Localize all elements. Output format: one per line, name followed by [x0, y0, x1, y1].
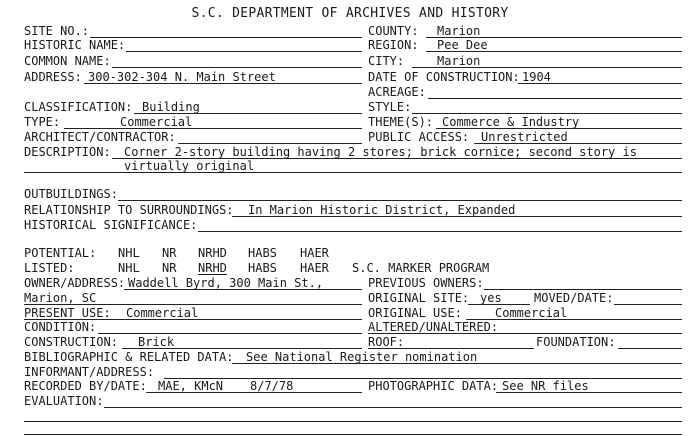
- original-site-label: ORIGINAL SITE:: [368, 291, 470, 305]
- owner-value-2: Marion, SC: [24, 291, 97, 305]
- construction-line: [122, 348, 362, 349]
- address-line: [84, 83, 362, 84]
- condition-label: CONDITION:: [24, 320, 97, 334]
- construction-label: CONSTRUCTION:: [24, 335, 118, 349]
- recorded-date: 8/7/78: [250, 379, 294, 393]
- foundation-line: [618, 348, 682, 349]
- marker-program: S.C. MARKER PROGRAM: [352, 261, 490, 275]
- date-construction-label: DATE OF CONSTRUCTION:: [368, 70, 520, 84]
- roof-line: [368, 348, 534, 349]
- original-use-label: ORIGINAL USE:: [368, 306, 462, 320]
- photo-line: [496, 392, 682, 393]
- owner-line: [124, 289, 362, 290]
- listed-nr: NR: [162, 261, 177, 275]
- recorded-value: MAE, KMcN: [158, 379, 224, 393]
- significance-line: [198, 231, 682, 232]
- present-use-label: PRESENT USE:: [24, 306, 111, 320]
- date-construction-value: 1904: [522, 70, 551, 84]
- potential-label: POTENTIAL:: [24, 246, 97, 260]
- style-line: [412, 113, 682, 114]
- public-access-label: PUBLIC ACCESS:: [368, 130, 470, 144]
- evaluation-label: EVALUATION:: [24, 394, 104, 408]
- architect-label: ARCHITECT/CONTRACTOR:: [24, 130, 176, 144]
- condition-line: [98, 333, 362, 334]
- relationship-value: In Marion Historic District, Expanded: [248, 203, 516, 217]
- significance-label: HISTORICAL SIGNIFICANCE:: [24, 218, 198, 232]
- city-label: CITY:: [368, 54, 405, 68]
- listed-nrhd: NRHD: [198, 261, 227, 275]
- date-construction-line: [518, 83, 682, 84]
- county-label: COUNTY:: [368, 24, 419, 38]
- construction-value: Brick: [138, 335, 175, 349]
- description-line-2: [24, 172, 682, 173]
- outbuildings-line: [118, 200, 682, 201]
- owner-line-2: [24, 304, 362, 305]
- description-label: DESCRIPTION:: [24, 145, 111, 159]
- recorded-label: RECORDED BY/DATE:: [24, 379, 147, 393]
- roof-label: ROOF:: [368, 335, 405, 349]
- historic-name-label: HISTORIC NAME:: [24, 38, 126, 52]
- biblio-label: BIBLIOGRAPHIC & RELATED DATA:: [24, 350, 234, 364]
- potential-nhl: NHL: [118, 246, 140, 260]
- architect-line: [178, 143, 362, 144]
- classification-line: [134, 113, 362, 114]
- potential-haer: HAER: [300, 246, 329, 260]
- previous-owners-label: PREVIOUS OWNERS:: [368, 276, 484, 290]
- county-value: Marion: [437, 24, 481, 38]
- photo-label: PHOTOGRAPHIC DATA:: [368, 379, 499, 393]
- classification-value: Building: [142, 100, 200, 114]
- type-line: [64, 128, 362, 129]
- description-value-2: virtually original: [124, 159, 255, 173]
- original-use-line: [466, 319, 682, 320]
- theme-label: THEME(S):: [368, 115, 434, 129]
- address-value: 300-302-304 N. Main Street: [88, 70, 276, 84]
- address-label: ADDRESS:: [24, 70, 82, 84]
- acreage-line: [428, 98, 682, 99]
- style-label: STYLE:: [368, 100, 412, 114]
- original-site-line: [468, 304, 530, 305]
- foundation-label: FOUNDATION:: [536, 335, 616, 349]
- altered-line: [368, 333, 682, 334]
- original-site-value: yes: [480, 291, 502, 305]
- evaluation-line: [104, 407, 682, 408]
- public-access-value: Unrestricted: [481, 130, 568, 144]
- acreage-label: ACREAGE:: [368, 85, 426, 99]
- historic-name-line: [126, 51, 362, 52]
- outbuildings-label: OUTBUILDINGS:: [24, 187, 118, 201]
- previous-owners-line: [484, 289, 682, 290]
- potential-nr: NR: [162, 246, 177, 260]
- altered-label: ALTERED/UNALTERED:: [368, 320, 499, 334]
- listed-habs: HABS: [248, 261, 277, 275]
- description-value: Corner 2-story building having 2 stores; brick cornice; second story is: [124, 145, 637, 159]
- region-label: REGION:: [368, 38, 419, 52]
- listed-nhl: NHL: [118, 261, 140, 275]
- present-use-value: Commercial: [126, 306, 199, 320]
- evaluation-line-3: [24, 434, 682, 435]
- type-label: TYPE:: [24, 115, 61, 129]
- common-name-label: COMMON NAME:: [24, 54, 111, 68]
- recorded-line: [146, 392, 362, 393]
- owner-label: OWNER/ADDRESS:: [24, 276, 126, 290]
- site-no-label: SITE NO.:: [24, 24, 90, 38]
- form-header: S.C. DEPARTMENT OF ARCHIVES AND HISTORY: [191, 6, 509, 21]
- photo-value: See NR files: [502, 379, 589, 393]
- listed-label: LISTED:: [24, 261, 75, 275]
- region-line: [426, 51, 682, 52]
- potential-habs: HABS: [248, 246, 277, 260]
- site-no-line: [90, 37, 362, 38]
- owner-value: Waddell Byrd, 300 Main St.,: [128, 276, 324, 290]
- region-value: Pee Dee: [437, 38, 488, 52]
- city-value: Marion: [437, 54, 481, 68]
- theme-value: Commerce & Industry: [442, 115, 580, 129]
- relationship-line: [232, 216, 682, 217]
- classification-label: CLASSIFICATION:: [24, 100, 133, 114]
- moved-date-line: [614, 304, 682, 305]
- theme-line: [436, 128, 682, 129]
- informant-label: INFORMANT/ADDRESS:: [24, 365, 155, 379]
- potential-nrhd: NRHD: [198, 246, 227, 260]
- city-line: [412, 67, 682, 68]
- biblio-line: [232, 363, 682, 364]
- public-access-line: [474, 143, 682, 144]
- evaluation-line-2: [24, 421, 682, 422]
- common-name-line: [112, 67, 362, 68]
- type-value: Commercial: [120, 115, 193, 129]
- biblio-value: See National Register nomination: [246, 350, 478, 364]
- original-use-value: Commercial: [495, 306, 568, 320]
- relationship-label: RELATIONSHIP TO SURROUNDINGS:: [24, 203, 234, 217]
- listed-haer: HAER: [300, 261, 329, 275]
- moved-date-label: MOVED/DATE:: [534, 291, 614, 305]
